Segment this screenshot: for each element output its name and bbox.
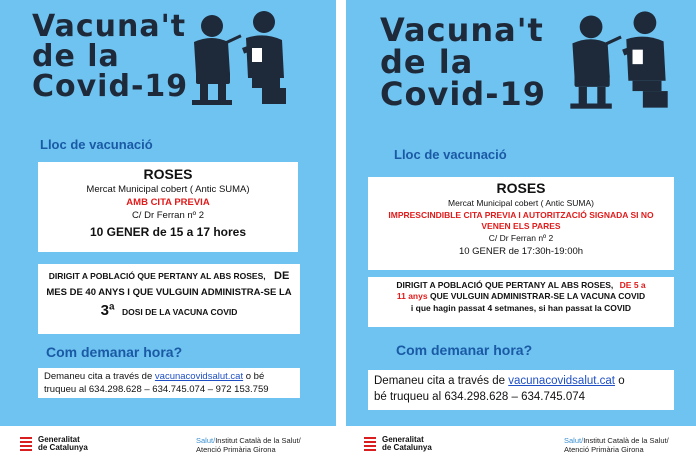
generalitat-logo — [20, 436, 88, 453]
address-text: C/ Dr Ferran nº 2 — [488, 233, 554, 243]
appointment-note: IMPRESCINDIBLE CITA PREVIA I AUTORITZACIÓ SIGNADA SI NO — [388, 210, 654, 220]
salut-credit — [564, 437, 669, 454]
how-prefix: Demaneu cita a través de — [374, 375, 509, 387]
poster-title — [380, 11, 547, 113]
poster-title — [32, 9, 189, 104]
venue-text: Mercat Municipal cobert ( Antic SUMA) — [86, 184, 250, 195]
target-line-3: i que hagin passat 4 setmanes, si han passat la COVID — [410, 302, 632, 313]
salut-line-2: Atenció Primària Girona — [196, 444, 276, 454]
salut-line-1: Institut Català de la Salut/ — [583, 436, 669, 445]
title-line: Covid-19 — [380, 75, 547, 113]
title-line: Vacuna't — [32, 9, 187, 44]
appointment-note-cont: VENEN ELS PARES — [481, 221, 561, 231]
target-text: DIRIGIT A POBLACIÓ QUE PERTANY AL ABS ROSES, — [48, 271, 266, 281]
how-line-1 — [44, 371, 294, 384]
appointment-note: AMB CITA PREVIA — [126, 197, 210, 208]
target-line-1 — [38, 270, 300, 282]
how-suffix: o — [615, 375, 625, 387]
date-text: 10 GENER de 17:30h-19:00h — [458, 246, 584, 257]
dose-number: 3ª — [100, 302, 115, 319]
venue-text: Mercat Municipal cobert ( Antic SUMA) — [448, 198, 594, 208]
vaccination-scene-icon — [560, 8, 676, 112]
generalitat-line-1: Generalitat — [38, 435, 80, 444]
target-text-end: DE — [274, 270, 290, 282]
salut-credit — [196, 437, 301, 454]
target-line-3 — [38, 302, 300, 320]
vaccination-scene-icon — [182, 8, 294, 108]
how-box — [38, 368, 300, 398]
location-box — [38, 162, 298, 252]
city-name: ROSES — [143, 166, 193, 182]
target-line-1 — [368, 280, 674, 291]
target-line-2 — [368, 291, 674, 302]
target-box — [368, 277, 674, 327]
how-line-2: truqueu al 634.298.628 – 634.745.074 – 972 153.759 — [44, 383, 269, 395]
title-line: Vacuna't — [380, 11, 544, 49]
generalitat-line-2: de Catalunya — [382, 443, 432, 453]
salut-prefix: Salut/ — [564, 436, 584, 445]
salut-line-2: Atenció Primària Girona — [564, 444, 644, 454]
how-heading: Com demanar hora? — [396, 342, 533, 358]
target-age-end: 11 anys — [396, 291, 428, 302]
generalitat-mark-icon — [20, 437, 32, 451]
left-poster — [0, 0, 336, 464]
title-line: de la — [32, 39, 120, 74]
vacunacovidsalut-link[interactable]: vacunacovidsalut.cat — [154, 371, 244, 382]
how-suffix: o bé — [243, 371, 265, 382]
target-box — [38, 264, 300, 334]
vacunacovidsalut-link[interactable]: vacunacovidsalut.cat — [508, 375, 616, 387]
target-text-2: QUE VULGUIN ADMINISTRAR-SE LA VACUNA COVID — [427, 291, 646, 302]
how-line-1 — [374, 373, 668, 389]
salut-line-1: Institut Català de la Salut/ — [215, 436, 301, 445]
generalitat-line-1: Generalitat — [382, 435, 424, 444]
right-poster — [346, 0, 696, 464]
title-line: de la — [380, 43, 474, 81]
how-box — [368, 370, 674, 410]
target-age-start: DE 5 a — [619, 280, 646, 290]
dose-text: DOSI DE LA VACUNA COVID — [121, 307, 238, 317]
location-heading: Lloc de vacunació — [40, 137, 153, 152]
date-text: 10 GENER de 15 a 17 hores — [89, 225, 247, 239]
generalitat-logo — [364, 436, 432, 453]
target-text: DIRIGIT A POBLACIÓ QUE PERTANY AL ABS ROSES, — [396, 280, 614, 290]
address-text: C/ Dr Ferran nº 2 — [131, 210, 205, 221]
how-line-2: bé truqueu al 634.298.628 – 634.745.074 — [374, 391, 586, 404]
generalitat-mark-icon — [364, 437, 376, 451]
how-heading: Com demanar hora? — [46, 344, 183, 360]
location-heading: Lloc de vacunació — [394, 147, 507, 162]
location-box — [368, 177, 674, 270]
target-line-2: MES DE 40 ANYS I QUE VULGUIN ADMINISTRA-SE LA — [46, 287, 292, 298]
salut-prefix: Salut/ — [196, 436, 216, 445]
title-line: Covid-19 — [32, 69, 189, 104]
generalitat-line-2: de Catalunya — [38, 443, 88, 453]
city-name: ROSES — [496, 180, 546, 196]
how-prefix: Demaneu cita a través de — [44, 371, 155, 382]
